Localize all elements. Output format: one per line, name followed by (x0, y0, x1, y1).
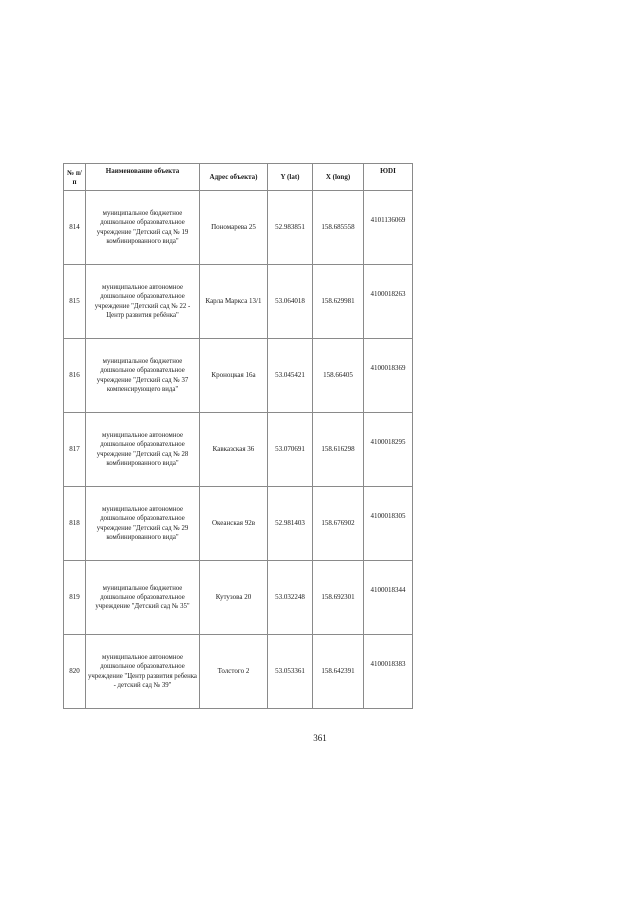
cell-long: 158.685558 (313, 191, 364, 265)
cell-long: 158.642391 (313, 635, 364, 709)
table-row (64, 635, 413, 709)
table-row (64, 561, 413, 635)
header-num: № п/п (64, 164, 86, 191)
cell-code: 4100018383 (364, 635, 413, 709)
table-row (64, 487, 413, 561)
cell-lat: 53.045421 (268, 339, 313, 413)
cell-lat: 53.064018 (268, 265, 313, 339)
cell-long: 158.66405 (313, 339, 364, 413)
page-number: 361 (313, 733, 327, 743)
cell-long: 158.692301 (313, 561, 364, 635)
header-code: ЮDI (364, 164, 413, 191)
cell-address: Карла Маркса 13/1 (200, 265, 268, 339)
cell-long: 158.616298 (313, 413, 364, 487)
header-name: Наименование объекта (86, 164, 200, 191)
header-lat: Y (lat) (268, 164, 313, 191)
cell-long: 158.676902 (313, 487, 364, 561)
cell-code: 4100018295 (364, 413, 413, 487)
cell-lat: 53.053361 (268, 635, 313, 709)
table-row (64, 339, 413, 413)
cell-num: 819 (64, 561, 86, 635)
table-row (64, 191, 413, 265)
cell-address: Кроноцкая 16а (200, 339, 268, 413)
cell-name: муниципальное бюджетное дошкольное образовательное учреждение "Детский сад № 37 компенсирующего вида" (86, 339, 200, 413)
cell-name: муниципальное автономное дошкольное образовательное учреждение "Центр развития ребенка - детский сад № 39" (86, 635, 200, 709)
cell-lat: 52.981403 (268, 487, 313, 561)
cell-address: Толстого 2 (200, 635, 268, 709)
cell-name: муниципальное бюджетное дошкольное образовательное учреждение "Детский сад № 19 комбинированного вида" (86, 191, 200, 265)
cell-num: 814 (64, 191, 86, 265)
cell-lat: 53.032248 (268, 561, 313, 635)
table-header-row (64, 164, 413, 191)
cell-num: 817 (64, 413, 86, 487)
cell-num: 818 (64, 487, 86, 561)
cell-address: Океанская 92в (200, 487, 268, 561)
cell-num: 816 (64, 339, 86, 413)
cell-address: Пономарева 25 (200, 191, 268, 265)
header-long: X (long) (313, 164, 364, 191)
cell-code: 4100018344 (364, 561, 413, 635)
cell-code: 4100018305 (364, 487, 413, 561)
cell-name: муниципальное автономное дошкольное образовательное учреждение "Детский сад № 22 - Центр развития ребёнка" (86, 265, 200, 339)
header-address: Адрес объекта) (200, 164, 268, 191)
cell-code: 4100018369 (364, 339, 413, 413)
cell-name: муниципальное бюджетное дошкольное образовательное учреждение "Детский сад № 35" (86, 561, 200, 635)
cell-lat: 53.070691 (268, 413, 313, 487)
table-row (64, 413, 413, 487)
cell-code: 4101136069 (364, 191, 413, 265)
cell-code: 4100018263 (364, 265, 413, 339)
cell-num: 815 (64, 265, 86, 339)
cell-address: Кавказская 36 (200, 413, 268, 487)
cell-lat: 52.983851 (268, 191, 313, 265)
objects-table (63, 163, 413, 709)
table-row (64, 265, 413, 339)
cell-long: 158.629981 (313, 265, 364, 339)
cell-name: муниципальное автономное дошкольное образовательное учреждение "Детский сад № 29 комбинированного вида" (86, 487, 200, 561)
cell-name: муниципальное автономное дошкольное образовательное учреждение "Детский сад № 28 комбинированного вида" (86, 413, 200, 487)
cell-address: Кутузова 20 (200, 561, 268, 635)
cell-num: 820 (64, 635, 86, 709)
